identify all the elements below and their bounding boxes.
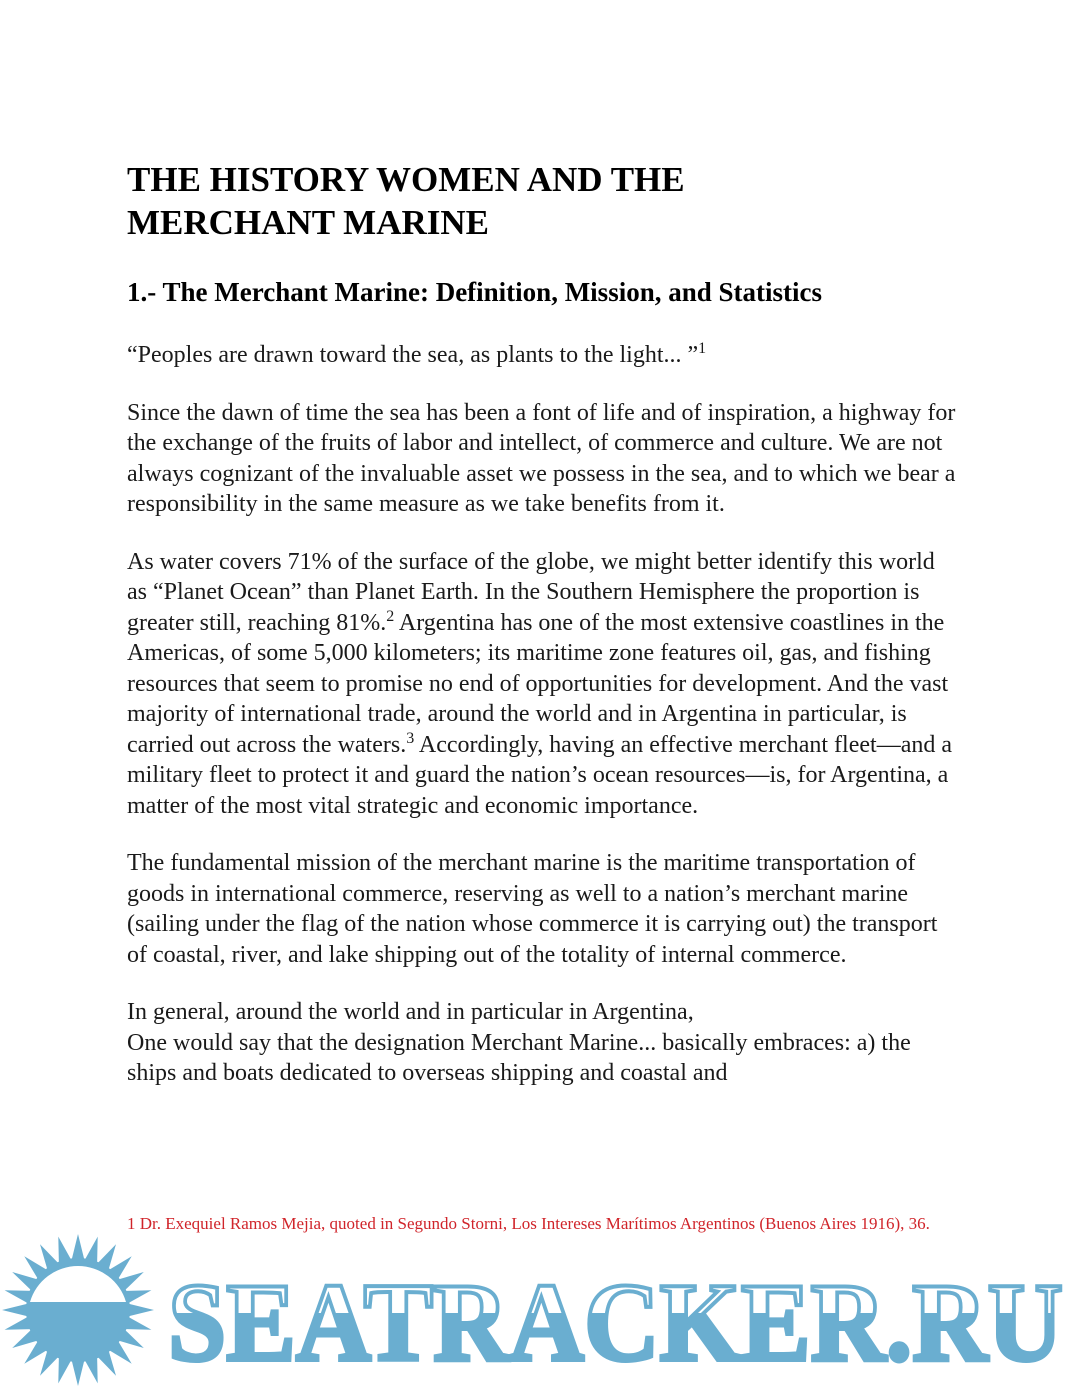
paragraph-2-part-2: Argentina has one of the most extensive coastlines in the Americas, of some 5,000 kilometers; its maritime zone features oil, gas, and fishing resources that seem to promise no end of opportunities for development. And the vast majority of international trade, around the world and in Argentina in particular, is carried out across the waters. — [127, 609, 949, 758]
paragraph-4-line-1: In general, around the world and in particular in Argentina, — [127, 999, 694, 1025]
paragraph-2 — [127, 547, 957, 822]
watermark-text: SEATRACKER.RU — [168, 1261, 1063, 1385]
seatracker-watermark — [0, 1230, 1080, 1397]
paragraph-4-line-2: One would say that the designation Merchant Marine... basically embraces: a) the ships and boats dedicated to overseas shipping and coastal and — [127, 1029, 911, 1086]
paragraph-3: The fundamental mission of the merchant marine is the maritime transportation of goods in international commerce, reserving as well to a nation’s merchant marine (sailing under the flag of the nation whose commerce it is carrying out) the transport of coastal, river, and lake shipping out of the totality of internal commerce. — [127, 850, 938, 968]
footnote-ref-1[interactable]: 1 — [698, 340, 707, 357]
footnote-1: 1 Dr. Exequiel Ramos Mejia, quoted in Segundo Storni, Los Intereses Marítimos Argentinos (Buenos Aires 1916), 36. — [127, 1214, 930, 1233]
footnote-ref-3[interactable]: 3 — [406, 729, 415, 747]
footnote-ref-2[interactable]: 2 — [386, 607, 395, 625]
epigraph-text: “Peoples are drawn toward the sea, as plants to the light... ” — [127, 342, 699, 368]
paragraph-1: Since the dawn of time the sea has been a font of life and of inspiration, a highway for the exchange of the fruits of labor and intellect, of commerce and culture. We are not always cognizant of the invaluable asset we possess in the sea, and to which we bear a responsibility in the same measure as we take benefits from it. — [127, 399, 956, 517]
document-body — [127, 158, 957, 1089]
paragraph-2-part-3: Accordingly, having an effective merchant fleet—and a military fleet to protect it and guard the nation’s ocean resources—is, for Argentina, a matter of the most vital strategic and economic importance. — [127, 731, 952, 819]
sun-logo-icon — [2, 1234, 154, 1386]
paragraph-2-part-1: As water covers 71% of the surface of the globe, we might better identify this world as “Planet Ocean” than Planet Earth. In the Southern Hemisphere the proportion is greater still, reaching 81%. — [127, 548, 935, 636]
paragraph-4 — [127, 997, 957, 1089]
epigraph-quote — [127, 340, 957, 371]
section-heading: 1.- The Merchant Marine: Definition, Mission, and Statistics — [127, 277, 822, 307]
document-title: THE HISTORY WOMEN AND THE MERCHANT MARINE — [127, 160, 685, 242]
